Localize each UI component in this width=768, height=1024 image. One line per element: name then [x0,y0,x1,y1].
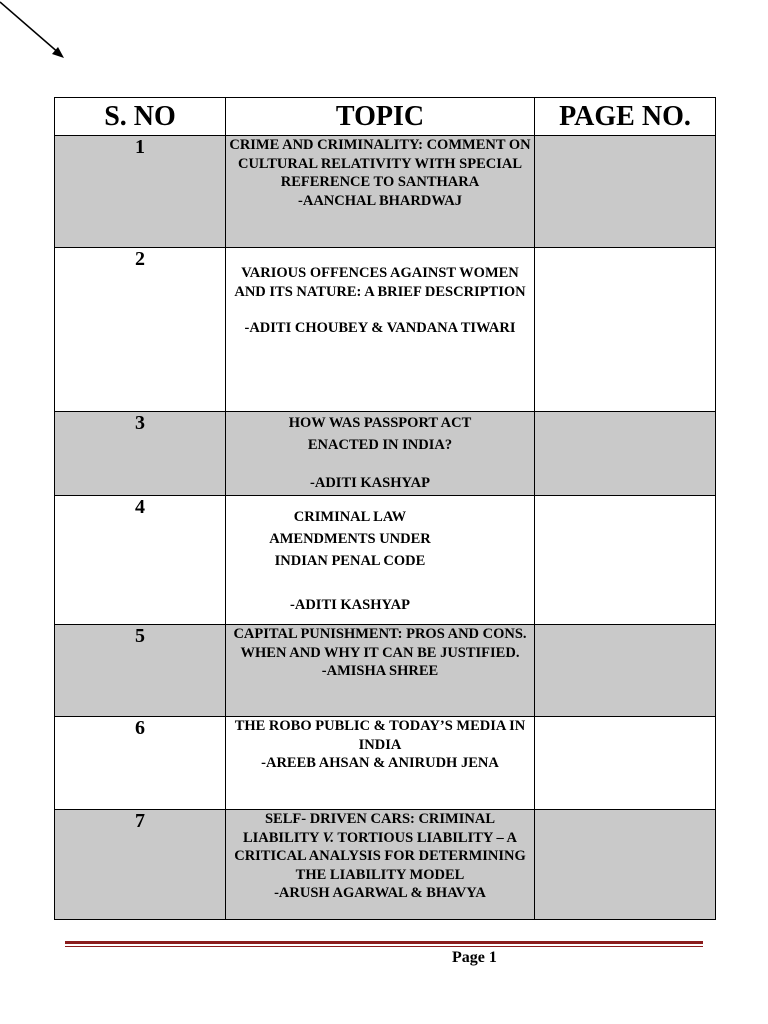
topic-author: -ADITI KASHYAP [290,597,410,613]
row-number: 7 [55,810,226,920]
topic-author: -AREEB AHSAN & ANIRUDH JENA [261,755,499,771]
topic-author: -ADITI KASHYAP [310,475,430,491]
header-topic: TOPIC [226,98,535,136]
row-page [535,412,716,496]
versus-text: V. [322,829,335,846]
topic-title-part: SELF- DRIVEN CARS: CRIMINAL LIABILITY [242,811,495,846]
topic-title: CRIME AND CRIMINALITY: COMMENT ON CULTURAL RELATIVITY WITH SPECIAL REFERENCE TO SANTHARA [229,137,531,190]
row-page [535,717,716,810]
row-page [535,248,716,412]
row-topic [226,496,535,625]
row-number: 2 [55,248,226,412]
topic-title: VARIOUS OFFENCES AGAINST WOMEN AND ITS NATURE: A BRIEF DESCRIPTION [234,265,526,300]
table-row [55,810,716,920]
row-number: 6 [55,717,226,810]
footer-rule-thin [65,946,703,947]
table-row [55,136,716,248]
topic-title-part: TORTIOUS LIABILITY – A CRITICAL ANALYSIS FOR DETERMINING THE LIABILITY MODEL [234,829,526,883]
row-topic [226,810,535,920]
row-page [535,810,716,920]
topic-author: -ADITI CHOUBEY & VANDANA TIWARI [244,320,516,336]
topic-title [226,810,534,884]
row-topic [226,625,535,717]
row-page [535,496,716,625]
contents-table [54,97,716,920]
topic-title: CAPITAL PUNISHMENT: PROS AND CONS. WHEN AND WHY IT CAN BE JUSTIFIED. [233,626,527,661]
topic-title: THE ROBO PUBLIC & TODAY’S MEDIA IN INDIA [234,718,526,753]
page-number: Page 1 [452,949,497,966]
table-row [55,625,716,717]
arrow-icon [0,0,70,60]
table-row [55,412,716,496]
table-row [55,496,716,625]
row-number: 3 [55,412,226,496]
topic-author: -ARUSH AGARWAL & BHAVYA [274,885,486,901]
row-number: 5 [55,625,226,717]
row-topic [226,136,535,248]
row-number: 4 [55,496,226,625]
table-row [55,717,716,810]
table-row [55,248,716,412]
row-topic [226,248,535,412]
row-topic [226,717,535,810]
footer-rule [65,941,703,944]
header-page: PAGE NO. [535,98,716,136]
topic-author: -AMISHA SHREE [321,663,439,679]
row-page [535,625,716,717]
row-topic [226,412,535,496]
topic-title: CRIMINAL LAW AMENDMENTS UNDER INDIAN PENAL CODE [269,509,431,569]
row-page [535,136,716,248]
header-row [55,98,716,136]
header-sno: S. NO [55,98,226,136]
row-number: 1 [55,136,226,248]
topic-title: HOW WAS PASSPORT ACT ENACTED IN INDIA? [288,415,472,453]
topic-author: -AANCHAL BHARDWAJ [298,192,462,209]
